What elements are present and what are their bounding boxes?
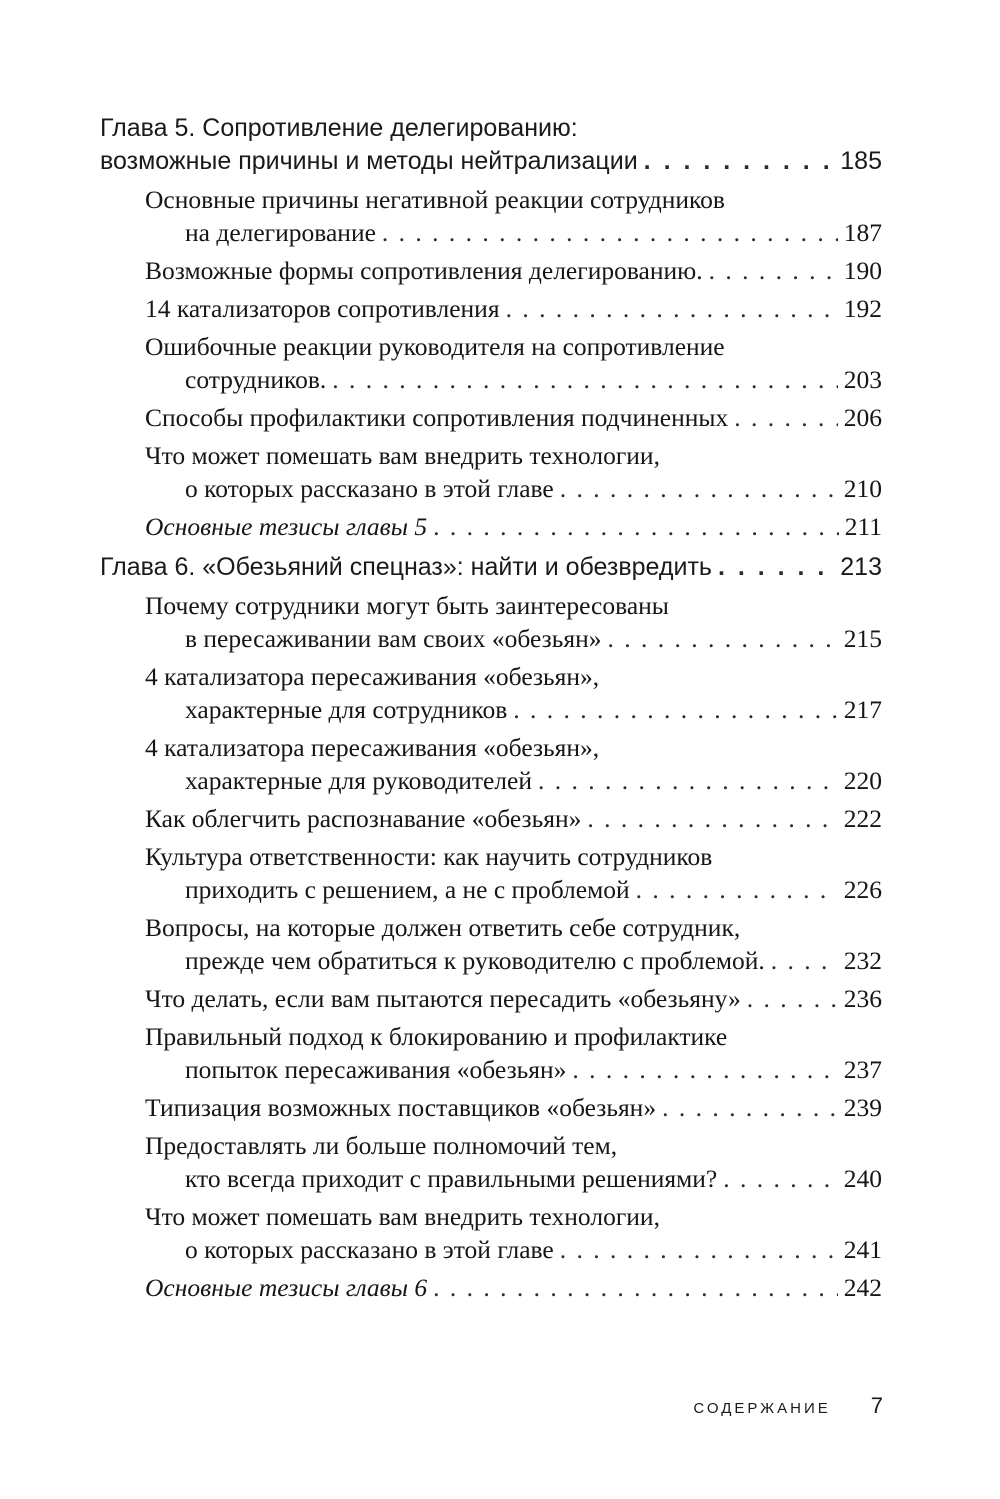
entry-title-line: Возможные формы сопротивления делегированию. [145,256,703,285]
leader-dots [332,363,837,396]
page-number: 240 [843,1164,882,1193]
entry-title-line: 4 катализатора пересаживания «обезьян», [145,733,600,762]
leader-dots [382,216,838,249]
entry-title-line: Вопросы, на которые должен ответить себе сотрудник, [145,913,741,942]
toc-entry [145,731,882,797]
toc-entry [145,982,882,1015]
leader-dots [538,764,838,797]
entry-title-line: Основные тезисы главы 6 [145,1273,428,1302]
page-number: 241 [843,1235,882,1264]
entry-title-line: Культура ответственности: как научить сотрудников [145,842,713,871]
leader-dots [506,292,838,325]
entry-title-line: Что может помешать вам внедрить технологии, [145,441,660,470]
chapter-title-row [100,551,882,584]
leader-dots [734,401,837,434]
toc-entry [145,439,882,505]
page-number: 206 [843,403,882,432]
leader-dots [709,254,838,287]
toc-entry [145,292,882,325]
chapter-heading [100,551,882,584]
leader-dots [433,510,839,543]
page-number: 203 [843,365,882,394]
entry-title-line: Ошибочные реакции руководителя на сопротивление [145,332,725,361]
toc-entry [145,1129,882,1195]
toc-entry [145,802,882,835]
page-number: 185 [840,147,882,175]
page-number: 190 [843,256,882,285]
leader-dots [662,1091,838,1124]
page-number: 222 [843,804,882,833]
page-number: 210 [843,474,882,503]
page-number: 211 [844,512,882,541]
toc-entry [145,1200,882,1266]
entry-title-line: Почему сотрудники могут быть заинтересованы [145,591,669,620]
entry-title-line: Основные причины негативной реакции сотрудников [145,185,725,214]
entry-title-line: характерные для руководителей [185,766,533,795]
page-number: 237 [843,1055,882,1084]
leader-dots [644,145,835,178]
entry-title-line: Типизация возможных поставщиков «обезьян» [145,1093,657,1122]
entry-title-line: приходить с решением, а не с проблемой [185,875,630,904]
entry-title-line: Что делать, если вам пытаются пересадить «обезьяну» [145,984,741,1013]
toc-entry [145,660,882,726]
entry-title-line: 14 катализаторов сопротивления [145,294,500,323]
leader-dots [587,802,837,835]
table-of-contents [100,112,882,1304]
leader-dots [718,551,834,584]
page-footer [0,1393,883,1419]
toc-entry [145,840,882,906]
entry-title-line: кто всегда приходит с правильными решениями? [185,1164,718,1193]
leader-dots [607,622,837,655]
leader-dots [636,873,838,906]
toc-entry [145,401,882,434]
page-number: 213 [840,553,882,581]
entry-title-line: о которых рассказано в этой главе [185,474,554,503]
toc-entry [145,1091,882,1124]
leader-dots [560,472,838,505]
folio-page-number: 7 [870,1393,883,1418]
entry-title-line: Правильный подход к блокированию и профилактике [145,1022,728,1051]
chapter-heading [100,112,882,178]
leader-dots [771,944,838,977]
page-number: 187 [843,218,882,247]
page-number: 192 [843,294,882,323]
page-number: 217 [843,695,882,724]
chapter-title-line: возможные причины и методы нейтрализации [100,147,638,175]
entry-title-line: характерные для сотрудников [185,695,508,724]
entry-title-line: Предоставлять ли больше полномочий тем, [145,1131,618,1160]
page-number: 242 [843,1273,882,1302]
toc-entry [145,330,882,396]
entry-title-line: Основные тезисы главы 5 [145,512,428,541]
entry-title-line: прежде чем обратиться к руководителю с проблемой. [185,946,765,975]
page-number: 226 [843,875,882,904]
entry-title-line: в пересаживании вам своих «обезьян» [185,624,602,653]
entry-title-line: Как облегчить распознавание «обезьян» [145,804,582,833]
toc-entry [145,911,882,977]
page-number: 236 [843,984,882,1013]
page-number: 239 [843,1093,882,1122]
toc-entry-summary [145,1271,882,1304]
leader-dots [513,693,838,726]
entry-title-line: о которых рассказано в этой главе [185,1235,554,1264]
entry-title-line: попыток пересаживания «обезьян» [185,1055,567,1084]
chapter-title-line: Глава 5. Сопротивление делегированию: [100,114,578,142]
entry-title-line: сотрудников. [185,365,327,394]
toc-entry [145,254,882,287]
leader-dots [723,1162,838,1195]
leader-dots [433,1271,838,1304]
toc-entry [145,183,882,249]
leader-dots [560,1233,838,1266]
entry-title-line: 4 катализатора пересаживания «обезьян», [145,662,600,691]
running-footer-section: СОДЕРЖАНИЕ [693,1400,831,1417]
toc-entry [145,1020,882,1086]
leader-dots [572,1053,837,1086]
chapter-title-line: Глава 6. «Обезьяний спецназ»: найти и обезвредить [100,553,712,581]
toc-entry [145,589,882,655]
chapter-title-row [100,145,882,178]
leader-dots [747,982,838,1015]
toc-entry-summary [145,510,882,543]
page-number: 215 [843,624,882,653]
entry-title-line: на делегирование [185,218,376,247]
entry-title-line: Способы профилактики сопротивления подчиненных [145,403,729,432]
entry-title-line: Что может помешать вам внедрить технологии, [145,1202,660,1231]
page-number: 220 [843,766,882,795]
page-number: 232 [843,946,882,975]
